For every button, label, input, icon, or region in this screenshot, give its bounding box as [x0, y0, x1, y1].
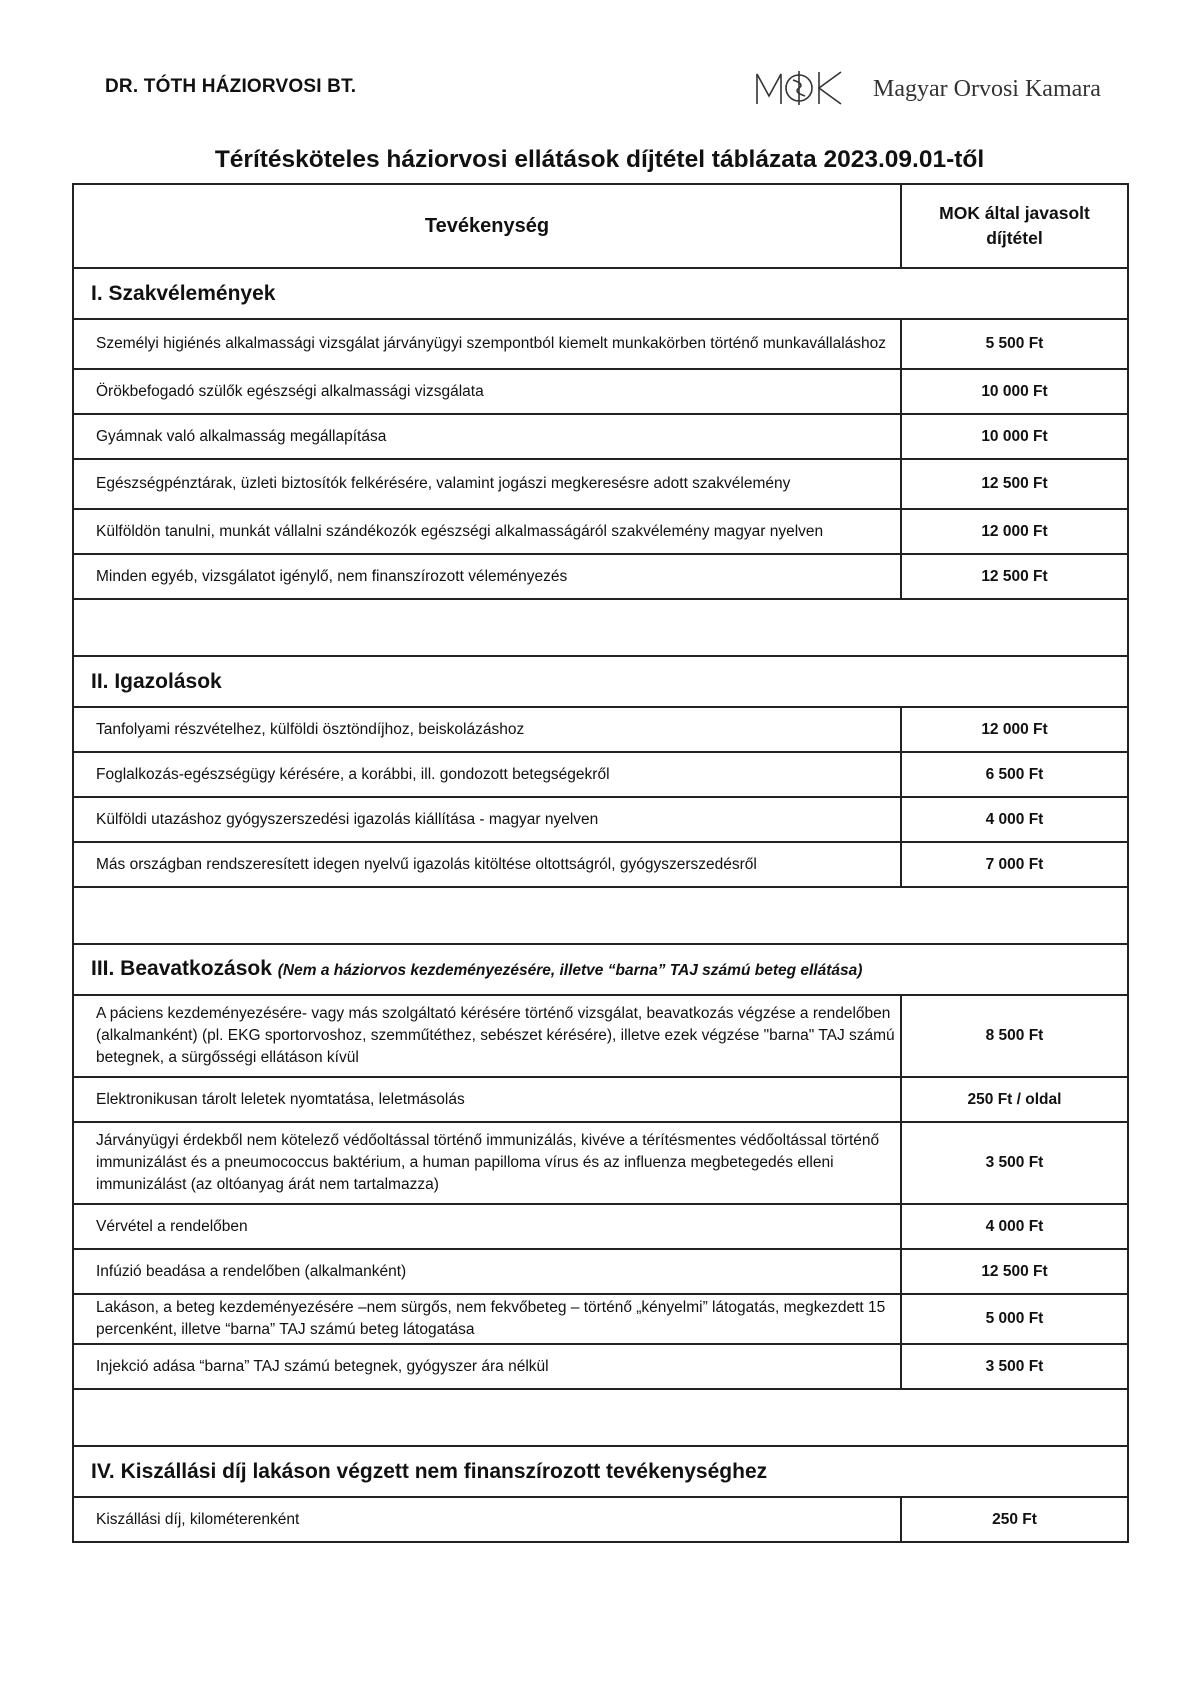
fee-cell: 10 000 Ft — [901, 414, 1128, 459]
section-title — [73, 656, 1128, 707]
table-row — [73, 509, 1128, 554]
activity-cell: Külföldön tanulni, munkát vállalni szándékozók egészségi alkalmasságáról szakvélemény magyar nyelven — [73, 509, 901, 554]
table-row — [73, 1249, 1128, 1294]
spacer-cell — [73, 887, 1128, 944]
logo-text: Magyar Orvosi Kamara — [873, 76, 1101, 102]
spacer-row — [73, 887, 1128, 944]
spacer-row — [73, 1389, 1128, 1446]
activity-cell: Tanfolyami részvételhez, külföldi ösztöndíjhoz, beiskolázáshoz — [73, 707, 901, 752]
section-header-row — [73, 944, 1128, 995]
mok-logo-icon — [755, 68, 845, 108]
fee-cell: 5 500 Ft — [901, 319, 1128, 369]
activity-cell: Injekció adása “barna” TAJ számú betegnek, gyógyszer ára nélkül — [73, 1344, 901, 1389]
fee-cell: 5 000 Ft — [901, 1294, 1128, 1344]
fee-cell: 4 000 Ft — [901, 1204, 1128, 1249]
fee-column-header-line2: díjtétel — [986, 228, 1043, 248]
fee-cell: 7 000 Ft — [901, 842, 1128, 887]
section-title-text: I. Szakvélemények — [91, 281, 276, 305]
fee-cell: 12 500 Ft — [901, 554, 1128, 599]
fee-cell: 12 500 Ft — [901, 459, 1128, 509]
fee-cell: 3 500 Ft — [901, 1344, 1128, 1389]
spacer-cell — [73, 1389, 1128, 1446]
activity-cell: Minden egyéb, vizsgálatot igénylő, nem finanszírozott véleményezés — [73, 554, 901, 599]
activity-cell: Örökbefogadó szülők egészségi alkalmassági vizsgálata — [73, 369, 901, 414]
fee-cell: 4 000 Ft — [901, 797, 1128, 842]
table-row — [73, 1497, 1128, 1542]
section-header-row — [73, 1446, 1128, 1497]
table-header-row — [73, 184, 1128, 268]
fee-cell: 12 000 Ft — [901, 509, 1128, 554]
table-row — [73, 797, 1128, 842]
fee-cell: 250 Ft — [901, 1497, 1128, 1542]
document-title: Térítésköteles háziorvosi ellátások díjtétel táblázata 2023.09.01-től — [214, 146, 985, 173]
table-row — [73, 707, 1128, 752]
table-row — [73, 1122, 1128, 1204]
section-header-row — [73, 268, 1128, 319]
table-row — [73, 842, 1128, 887]
activity-cell: Gyámnak való alkalmasság megállapítása — [73, 414, 901, 459]
activity-cell: Személyi higiénés alkalmassági vizsgálat járványügyi szempontból kiemelt munkakörben történő munkavállaláshoz — [73, 319, 901, 369]
section-title — [73, 268, 1128, 319]
table-row — [73, 414, 1128, 459]
fee-cell: 3 500 Ft — [901, 1122, 1128, 1204]
fee-cell: 8 500 Ft — [901, 995, 1128, 1077]
activity-cell: Foglalkozás-egészségügy kérésére, a korábbi, ill. gondozott betegségekről — [73, 752, 901, 797]
section-title — [73, 1446, 1128, 1497]
activity-cell: Más országban rendszeresített idegen nyelvű igazolás kitöltése oltottságról, gyógyszerszedésről — [73, 842, 901, 887]
activity-cell: Infúzió beadása a rendelőben (alkalmanként) — [73, 1249, 901, 1294]
table-row — [73, 459, 1128, 509]
fee-table — [72, 183, 1129, 1543]
fee-column-header-line1: MOK által javasolt — [939, 203, 1090, 223]
table-row — [73, 1204, 1128, 1249]
table-row — [73, 995, 1128, 1077]
activity-cell: Kiszállási díj, kilométerenként — [73, 1497, 901, 1542]
table-row — [73, 319, 1128, 369]
fee-column-header — [901, 184, 1128, 268]
section-header-row — [73, 656, 1128, 707]
activity-column-header: Tevékenység — [73, 184, 901, 268]
spacer-row — [73, 599, 1128, 656]
clinic-name: DR. TÓTH HÁZIORVOSI BT. — [105, 76, 357, 97]
activity-cell: Egészségpénztárak, üzleti biztosítók felkérésére, valamint jogászi megkeresésre adott szakvélemény — [73, 459, 901, 509]
section-title — [73, 944, 1128, 995]
activity-cell: A páciens kezdeményezésére- vagy más szolgáltató kérésére történő vizsgálat, beavatkozás végzése a rendelőben (alkalmanként) (pl. EKG sportorvoshoz, szemműtéthez, sebészet kérésére), illetve ezek végzése "barna" TAJ számú betegnek, a sürgősségi ellátáson kívül — [73, 995, 901, 1077]
table-row — [73, 1344, 1128, 1389]
section-title-text: IV. Kiszállási díj lakáson végzett nem finanszírozott tevékenységhez — [91, 1459, 768, 1483]
spacer-cell — [73, 599, 1128, 656]
fee-cell: 250 Ft / oldal — [901, 1077, 1128, 1122]
table-row — [73, 554, 1128, 599]
activity-cell: Elektronikusan tárolt leletek nyomtatása, leletmásolás — [73, 1077, 901, 1122]
activity-cell: Vérvétel a rendelőben — [73, 1204, 901, 1249]
table-row — [73, 1077, 1128, 1122]
fee-cell: 12 000 Ft — [901, 707, 1128, 752]
fee-cell: 12 500 Ft — [901, 1249, 1128, 1294]
table-row — [73, 1294, 1128, 1344]
activity-cell: Járványügyi érdekből nem kötelező védőoltással történő immunizálás, kivéve a térítésmentes védőoltással történő immunizálást és a pneumococcus baktérium, a human papilloma vírus és az influenza megbetegedés elleni immunizálást (az oltóanyag árát nem tartalmazza) — [73, 1122, 901, 1204]
activity-cell: Lakáson, a beteg kezdeményezésére –nem sürgős, nem fekvőbeteg – történő „kényelmi” látogatás, megkezdett 15 percenként, illetve “barna” TAJ számú beteg látogatása — [73, 1294, 901, 1344]
table-row — [73, 752, 1128, 797]
table-row — [73, 369, 1128, 414]
fee-cell: 6 500 Ft — [901, 752, 1128, 797]
activity-cell: Külföldi utazáshoz gyógyszerszedési igazolás kiállítása - magyar nyelven — [73, 797, 901, 842]
section-title-text: III. Beavatkozások — [91, 956, 272, 980]
section-note: (Nem a háziorvos kezdeményezésére, illetve “barna” TAJ számú beteg ellátása) — [277, 961, 863, 979]
fee-cell: 10 000 Ft — [901, 369, 1128, 414]
section-title-text: II. Igazolások — [91, 669, 222, 693]
mok-logo — [755, 68, 1115, 108]
